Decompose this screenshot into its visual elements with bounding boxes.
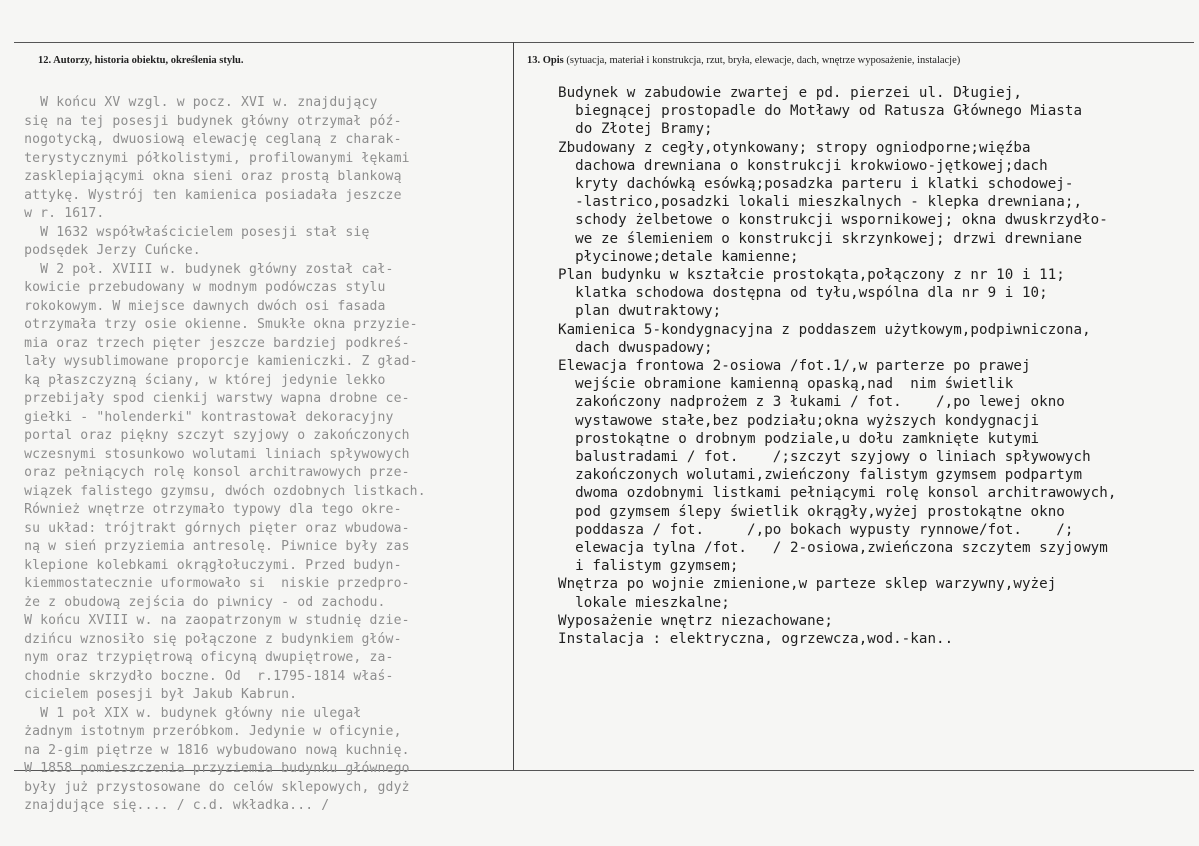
description-line: kryty dachówką esówką;posadzka parteru i klatki schodowej- xyxy=(558,176,1074,193)
history-line: portal oraz piękny szczyt szyjowy o zakończonych xyxy=(8,428,410,443)
description-line: schody żelbetowe o konstrukcji wspornikowej; okna dwuskrzydło- xyxy=(558,212,1108,229)
history-line: W 2 poł. XVIII w. budynek główny został cał- xyxy=(8,261,394,277)
history-line: podsędek Jerzy Cuńcke. xyxy=(8,243,201,258)
description-line: poddasza / fot. /,po bokach wypusty rynnowe/fot. /; xyxy=(558,521,1074,538)
history-line: żadnym istotnym przeróbkom. Jedynie w oficynie, xyxy=(8,724,402,739)
history-line: mia oraz trzech pięter jeszcze bardziej podkreś- xyxy=(8,335,410,351)
history-line: w r. 1617. xyxy=(8,206,105,221)
history-line: chodnie skrzydło boczne. Od r.1795-1814 właś- xyxy=(8,668,394,684)
section-13-subtitle: (sytuacja, materiał i konstrukcja, rzut, bryła, elewacje, dach, wnętrze wyposażenie, instalacje) xyxy=(566,55,961,66)
history-line: ną w sień przyziemia antresolę. Piwnice były zas xyxy=(8,539,410,554)
history-line: otrzymała trzy osie okienne. Smukłe okna przyzie- xyxy=(8,317,418,332)
history-line: W 1632 współwłaścicielem posesji stał się xyxy=(8,224,370,240)
history-line: rokokowym. W miejsce dawnych dwóch osi fasada xyxy=(8,298,386,314)
history-line: nym oraz trzypiętrową oficyną dwupiętrowe, za- xyxy=(8,650,394,665)
description-line: wejście obramione kamienną opaską,nad nim świetlik xyxy=(558,376,1014,393)
description-line: dach dwuspadowy; xyxy=(558,339,713,356)
description-line: plan dwutraktowy; xyxy=(558,303,722,320)
history-text xyxy=(8,94,508,816)
history-line: attykę. Wystrój ten kamienica posiadała jeszcze xyxy=(8,187,402,203)
history-line: nogotycką, dwuosiową elewację ceglaną z charak- xyxy=(8,132,402,147)
history-line: W 1 poł XIX w. budynek główny nie ulegał xyxy=(8,705,362,721)
history-line: giełki - "holenderki" kontrastował dekoracyjny xyxy=(8,409,394,425)
description-line: lokale mieszkalne; xyxy=(558,594,730,611)
history-line: dzińcu wznosiło się połączone z budynkiem głów- xyxy=(8,631,402,647)
description-line: Kamienica 5-kondygnacyjna z poddaszem użytkowym,podpiwniczona, xyxy=(558,321,1091,338)
description-text xyxy=(558,84,1190,648)
description-line: dachowa drewniana o konstrukcji krokwiowo-jętkowej;dach xyxy=(558,157,1048,174)
history-line: W 1858 pomieszczenia przyziemia budynku głównego xyxy=(8,761,410,776)
history-line: lały wysublimowane proporcje kamieniczki. Z gład- xyxy=(8,354,418,369)
description-line: zakończonych wolutami,zwieńczony falistym gzymsem podpartym xyxy=(558,467,1083,484)
history-line: kowicie przebudowany w modnym podówczas stylu xyxy=(8,280,386,295)
history-line: wiązek falistego gzymsu, dwóch ozdobnych listkach. xyxy=(8,483,426,499)
description-line: dwoma ozdobnymi listkami pełniącymi rolę konsol architrawowych, xyxy=(558,485,1117,502)
history-line: zasklepiającymi okna sieni oraz prostą blankową xyxy=(8,169,402,184)
history-line: przebijały spod cienkij warstwy wapna drobne ce- xyxy=(8,391,410,406)
history-line: ką płaszczyzną ściany, w której jedynie lekko xyxy=(8,372,386,388)
description-line: do Złotej Bramy; xyxy=(558,121,713,138)
history-line: były już przystosowane do celów sklepowych, gdyż xyxy=(8,779,410,795)
section-13-title: 13. Opis xyxy=(527,55,564,66)
history-line: klepione kolebkami okrągłołuczymi. Przed budyn- xyxy=(8,557,402,573)
description-line: pod gzymsem ślepy świetlik okrągły,wyżej prostokątne okno xyxy=(558,503,1065,520)
description-line: klatka schodowa dostępna od tyłu,wspólna dla nr 9 i 10; xyxy=(558,285,1048,302)
history-line: na 2-gim piętrze w 1816 wybudowano nową kuchnię. xyxy=(8,742,410,758)
description-line: płycinowe;detale kamienne; xyxy=(558,248,799,265)
column-divider xyxy=(513,42,514,770)
history-line: oraz pełniących rolę konsol architrawowych prze- xyxy=(8,465,410,480)
description-line: Plan budynku w kształcie prostokąta,połączony z nr 10 i 11; xyxy=(558,267,1065,284)
history-line: cicielem posesji był Jakub Kabrun. xyxy=(8,687,298,702)
description-line: biegnącej prostopadle do Motławy od Ratusza Głównego Miasta xyxy=(558,103,1083,120)
history-line: kiemmostatecznie uformowało si niskie przedpro- xyxy=(8,576,410,591)
description-line: wystawowe stałe,bez podziału;okna wyższych kondygnacji xyxy=(558,412,1040,429)
history-line: su układ: trójtrakt górnych pięter oraz wbudowa- xyxy=(8,520,410,536)
history-line: wczesnymi stosunkowo wolutami liniach spływowych xyxy=(8,446,410,462)
description-line: i falistym gzymsem; xyxy=(558,558,739,575)
description-line: Wyposażenie wnętrz niezachowane; xyxy=(558,612,833,629)
section-13-heading xyxy=(527,55,960,66)
description-line: Elewacja frontowa 2-osiowa /fot.1/,w parterze po prawej xyxy=(558,358,1031,375)
description-line: -lastrico,posadzki lokali mieszkalnych - klepka drewniana;, xyxy=(558,194,1083,211)
top-rule xyxy=(14,42,1194,43)
description-line: Instalacja : elektryczna, ogrzewcza,wod.-kan.. xyxy=(558,631,954,648)
history-line: W końcu XVIII w. na zaopatrzonym w studnię dzie- xyxy=(8,613,410,628)
history-line: W końcu XV wzgl. w pocz. XVI w. znajdujący xyxy=(8,95,378,110)
history-line: terystycznymi półkolistymi, profilowanymi łękami xyxy=(8,150,410,166)
history-line: znajdujące się.... / c.d. wkładka... / xyxy=(8,798,330,813)
description-line: prostokątne o drobnym podziale,u dołu zamknięte kutymi xyxy=(558,430,1040,447)
history-line: Również wnętrze otrzymało typowy dla tego okre- xyxy=(8,502,402,517)
description-line: elewacja tylna /fot. / 2-osiowa,zwieńczona szczytem szyjowym xyxy=(558,540,1108,557)
description-line: we ze ślemieniem o konstrukcji skrzynkowej; drzwi drewniane xyxy=(558,230,1083,247)
description-line: Zbudowany z cegły,otynkowany; stropy ogniodporne;więźba xyxy=(558,139,1031,156)
description-line: balustradami / fot. /;szczyt szyjowy o liniach spływowych xyxy=(558,449,1091,466)
description-line: Wnętrza po wojnie zmienione,w parteze sklep warzywny,wyżej xyxy=(558,576,1057,593)
description-line: Budynek w zabudowie zwartej e pd. pierzei ul. Długiej, xyxy=(558,85,1022,101)
description-line: zakończony nadprożem z 3 łukami / fot. /,po lewej okno xyxy=(558,394,1065,411)
section-12-title: 12. Autorzy, historia obiektu, określenia stylu. xyxy=(38,55,244,66)
history-line: że z obudową zejścia do piwnicy - od zachodu. xyxy=(8,594,386,610)
history-line: się na tej posesji budynek główny otrzymał póź- xyxy=(8,113,402,129)
